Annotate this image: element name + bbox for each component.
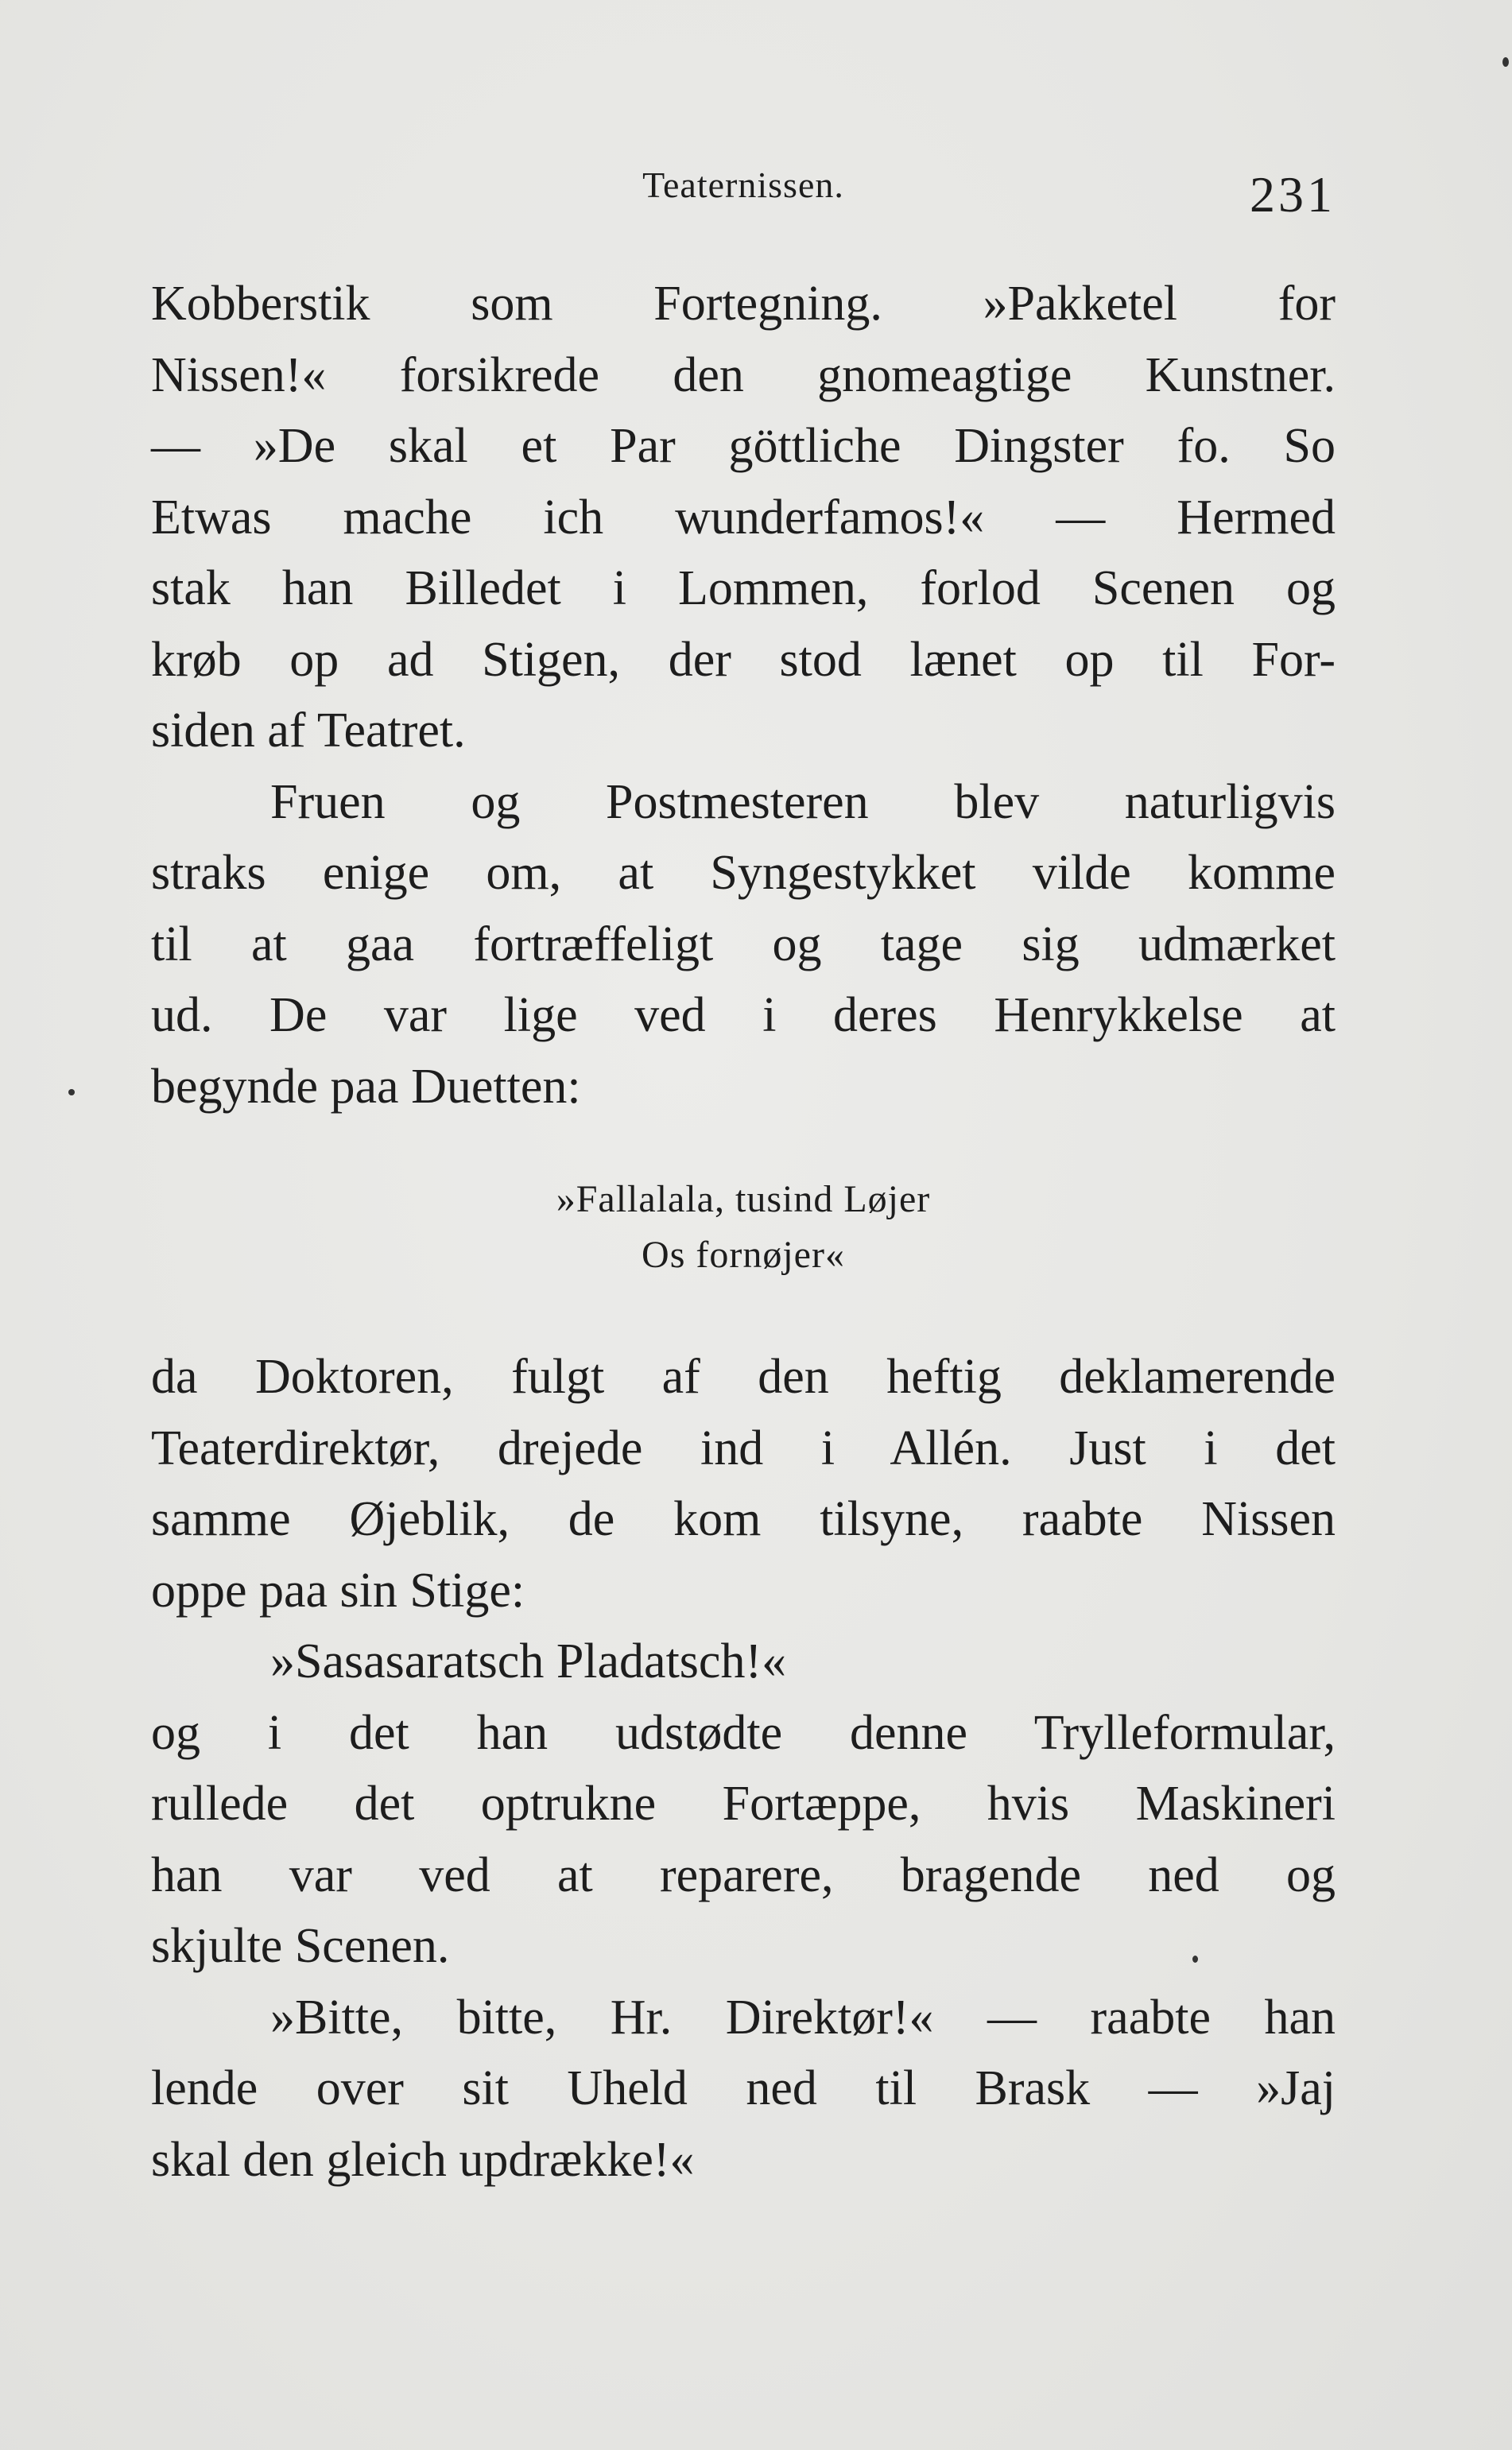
text-block-upper xyxy=(151,269,1336,1122)
text-line: rullede det optrukne Fortæppe, hvis Maskineri xyxy=(151,1777,1336,1831)
ink-speck xyxy=(68,1089,75,1095)
text-line: lende over sit Uheld ned til Brask — »Jaj xyxy=(151,2061,1336,2115)
text-line: krøb op ad Stigen, der stod lænet op til For- xyxy=(151,632,1336,687)
text-line: han var ved at reparere, bragende ned og xyxy=(151,1847,1336,1902)
text-line: og i det han udstødte denne Trylleformular, xyxy=(151,1705,1336,1760)
page-number: 231 xyxy=(1250,166,1336,223)
running-head xyxy=(151,156,1336,223)
verse-line: »Fallalala, tusind Løjer xyxy=(556,1178,931,1220)
text-line: »Sasasaratsch Pladatsch!« xyxy=(270,1634,787,1688)
ink-speck xyxy=(1192,1956,1198,1963)
text-line: straks enige om, at Syngestykket vilde komme xyxy=(151,846,1336,900)
text-line: Kobberstik som Fortegning. »Pakketel for xyxy=(151,277,1336,331)
text-line: — »De skal et Par göttliche Dingster fo. So xyxy=(151,419,1336,473)
text-line: ud. De var lige ved i deres Henrykkelse at xyxy=(151,988,1336,1042)
text-line: til at gaa fortræffeligt og tage sig udmærket xyxy=(151,917,1336,971)
text-line: stak han Billedet i Lommen, forlod Scenen og xyxy=(151,561,1336,615)
text-line: samme Øjeblik, de kom tilsyne, raabte Nissen xyxy=(151,1492,1336,1546)
text-line: oppe paa sin Stige: xyxy=(151,1563,525,1618)
text-block-lower xyxy=(151,1342,1336,2196)
text-line: »Bitte, bitte, Hr. Direktør!« — raabte han xyxy=(270,1990,1336,2045)
text-line: Fruen og Postmesteren blev naturligvis xyxy=(270,774,1336,829)
text-line: skal den gleich updrække!« xyxy=(151,2132,695,2187)
text-line: Nissen!« forsikrede den gnomeagtige Kunstner. xyxy=(151,347,1336,402)
running-title: Teaternissen. xyxy=(642,165,844,205)
text-line: Etwas mache ich wunderfamos!« — Hermed xyxy=(151,490,1336,545)
ink-speck xyxy=(1502,57,1509,67)
text-line: skjulte Scenen. xyxy=(151,1919,450,1973)
text-line: Teaterdirektør, drejede ind i Allén. Just i det xyxy=(151,1421,1336,1475)
verse-line: Os fornøjer« xyxy=(642,1234,845,1276)
text-line: begynde paa Duetten: xyxy=(151,1059,581,1114)
text-line: siden af Teatret. xyxy=(151,704,466,758)
text-line: da Doktoren, fulgt af den heftig deklamerende xyxy=(151,1350,1336,1404)
verse-block xyxy=(151,1172,1336,1283)
